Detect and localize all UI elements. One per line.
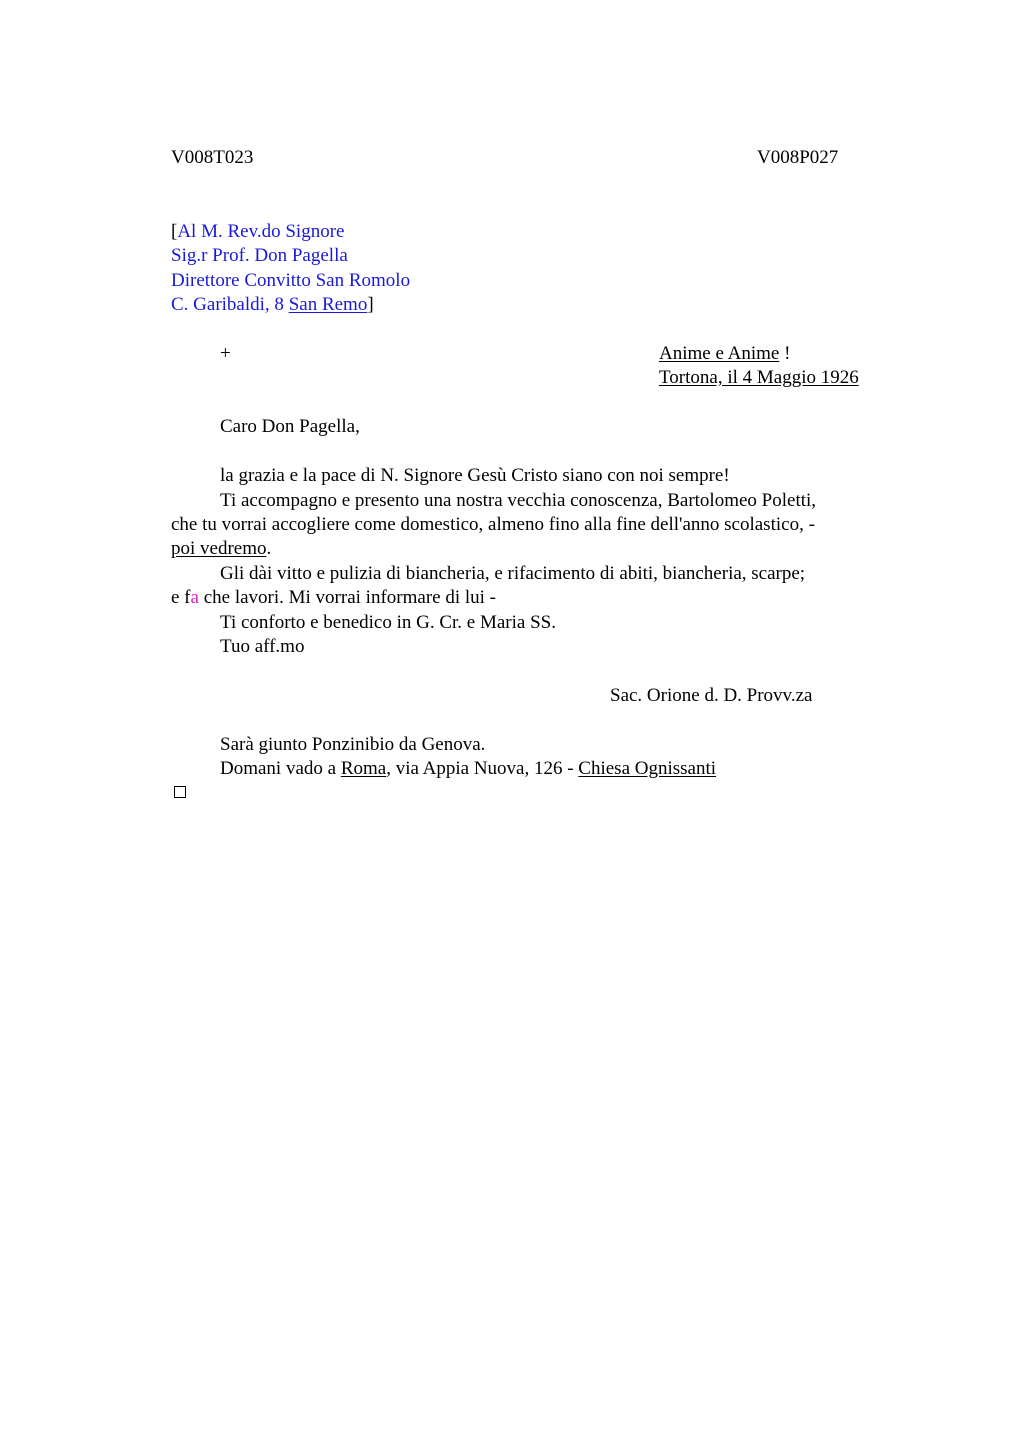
- postscript-line-2: [220, 757, 716, 781]
- text-segment: , via Appia Nuova, 126 -: [386, 758, 579, 779]
- address-line-2: Sig.r Prof. Don Pagella: [171, 245, 348, 266]
- open-bracket: [: [171, 221, 178, 242]
- motto: Anime e Anime: [659, 343, 780, 364]
- body-paragraph-4: Ti conforto e benedico in G. Cr. e Maria SS.: [220, 612, 556, 633]
- motto-suffix: !: [779, 343, 791, 364]
- period: .: [266, 538, 272, 559]
- body-paragraph-2-line-3: [171, 537, 271, 561]
- place-date: Tortona, il 4 Maggio 1926: [659, 367, 859, 388]
- document-code-left: V008T023: [171, 147, 254, 168]
- text-segment: che lavori. Mi vorrai informare di lui -: [198, 587, 496, 608]
- text-segment: Domani vado a: [220, 758, 341, 779]
- address-street: C. Garibaldi, 8: [171, 294, 289, 315]
- address-city-link[interactable]: San Remo: [288, 294, 368, 315]
- body-paragraph-3-line-1: Gli dài vitto e pulizia di biancheria, e rifacimento di abiti, biancheria, scarpe;: [220, 563, 806, 584]
- highlighted-letter: a: [190, 587, 199, 608]
- closing: Tuo aff.mo: [220, 636, 305, 657]
- salutation: Caro Don Pagella,: [220, 416, 360, 437]
- address-line-1: [171, 220, 344, 244]
- body-paragraph-1: la grazia e la pace di N. Signore Gesù Cristo siano con noi sempre!: [220, 465, 730, 486]
- postscript-line-1: Sarà giunto Ponzinibio da Genova.: [220, 734, 486, 755]
- motto-line: [659, 342, 790, 366]
- page-code-right: V008P027: [757, 147, 839, 168]
- signature: Sac. Orione d. D. Provv.za: [610, 685, 813, 706]
- address-recipient-title: Al M. Rev.do Signore: [177, 221, 345, 242]
- address-line-4: [171, 293, 374, 317]
- body-paragraph-2-line-1: Ti accompagno e presento una nostra vecchia conoscenza, Bartolomeo Poletti,: [220, 490, 817, 511]
- cross-symbol: +: [220, 343, 231, 364]
- roma-link[interactable]: Roma: [340, 758, 387, 779]
- body-paragraph-3-line-2: [171, 586, 496, 610]
- address-line-3: Direttore Convitto San Romolo: [171, 270, 411, 291]
- body-paragraph-2-line-2: che tu vorrai accogliere come domestico, almeno fino alla fine dell'anno scolastico, -: [171, 514, 815, 535]
- close-bracket: ]: [367, 294, 374, 315]
- end-marker-icon: [174, 786, 186, 798]
- text-segment: e f: [171, 587, 191, 608]
- chiesa-link[interactable]: Chiesa Ognissanti: [578, 758, 717, 779]
- underlined-phrase: poi vedremo: [171, 538, 267, 559]
